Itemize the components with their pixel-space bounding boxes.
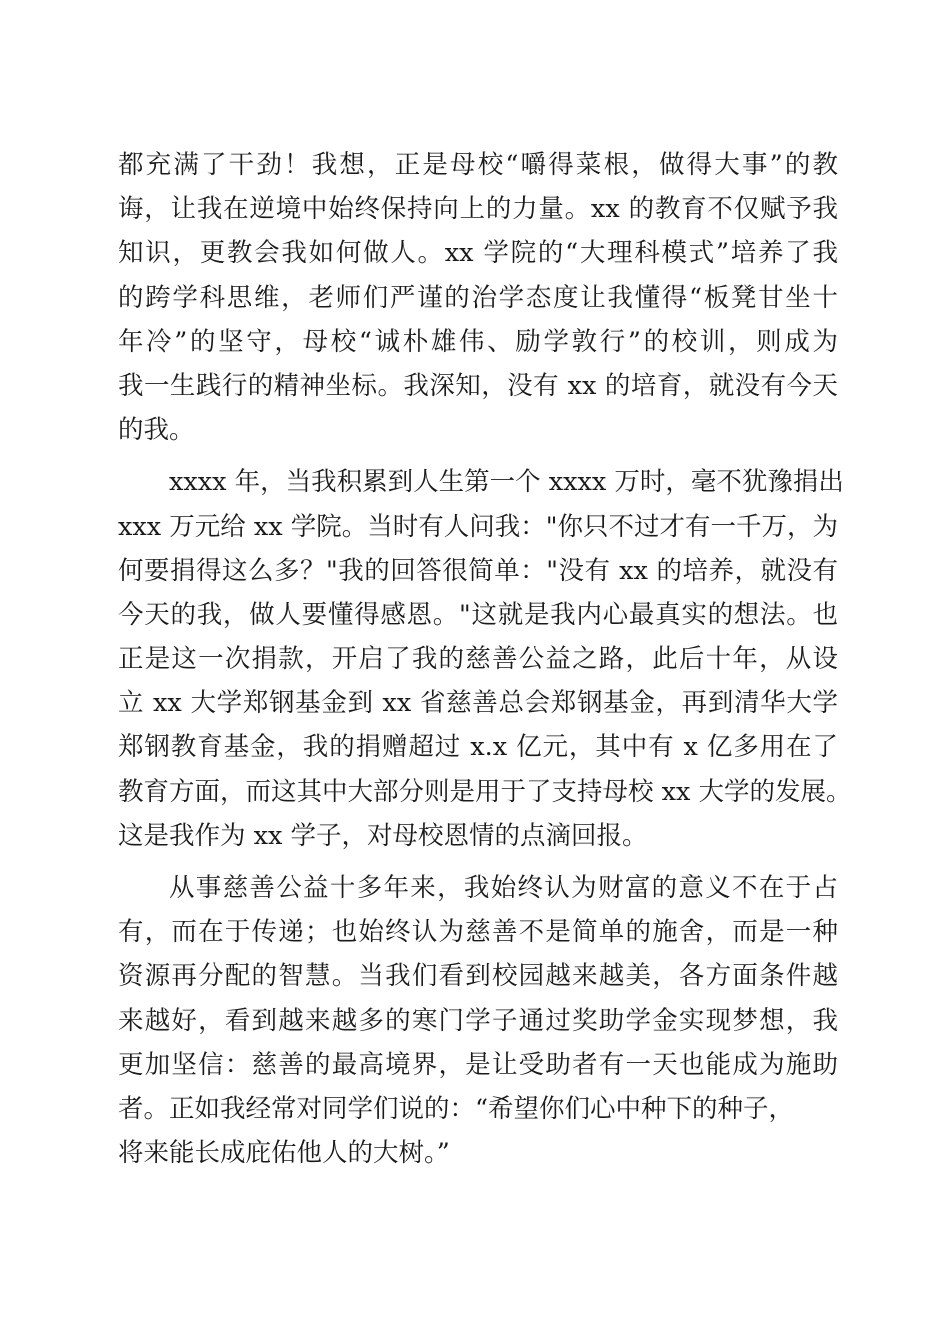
text-line: 年冷”的坚守，母校“诚朴雄伟、励学敦行”的校训，则成为 (118, 326, 838, 357)
text-line: 我一生践行的精神坐标。我深知，没有 xx 的培育，就没有今天 (118, 370, 838, 401)
text-line: 正是这一次捐款，开启了我的慈善公益之路，此后十年，从设 (118, 644, 838, 675)
text-line: 这是我作为 xx 学子，对母校恩情的点滴回报。 (118, 820, 648, 851)
text-line: 从事慈善公益十多年来，我始终认为财富的意义不在于占 (169, 873, 838, 903)
text-line: 何要捐得这么多？"我的回答很简单："没有 xx 的培养，就没有 (118, 555, 838, 586)
text-line: 今天的我，做人要懂得感恩。"这就是我内心最真实的想法。也 (118, 599, 838, 630)
text-line: 更加坚信：慈善的最高境界，是让受助者有一天也能成为施助 (118, 1049, 838, 1080)
text-line: 来越好，看到越来越多的寒门学子通过奖助学金实现梦想，我 (118, 1005, 838, 1036)
paragraph-2 (118, 460, 852, 858)
text-line: 将来能长成庇佑他人的大树。” (118, 1138, 450, 1169)
text-line: 郑钢教育基金，我的捐赠超过 x.x 亿元，其中有 x 亿多用在了 (118, 732, 838, 763)
text-line: 立 xx 大学郑钢基金到 xx 省慈善总会郑钢基金，再到清华大学 (118, 688, 838, 719)
text-line: xxx 万元给 xx 学院。当时有人问我："你只不过才有一千万，为 (118, 511, 838, 542)
text-line: 者。正如我经常对同学们说的：“希望你们心中种下的种子， (118, 1093, 795, 1124)
document-body (118, 143, 852, 1175)
text-line: 有，而在于传递；也始终认为慈善不是简单的施舍，而是一种 (118, 917, 838, 948)
text-line: 的我。 (118, 415, 195, 446)
text-line: 教育方面，而这其中大部分则是用于了支持母校 xx 大学的发展。 (118, 776, 852, 807)
text-line: 资源再分配的智慧。当我们看到校园越来越美，各方面条件越 (118, 961, 838, 992)
text-line: xxxx 年，当我积累到人生第一个 xxxx 万时，毫不犹豫捐出 (169, 467, 844, 498)
text-line: 诲，让我在逆境中始终保持向上的力量。xx 的教育不仅赋予我 (118, 194, 838, 225)
paragraph-1 (118, 143, 838, 452)
text-line: 知识，更教会我如何做人。xx 学院的“大理科模式”培养了我 (118, 238, 838, 269)
text-line: 的跨学科思维，老师们严谨的治学态度让我懂得“板凳甘坐十 (118, 282, 838, 313)
text-line: 都充满了干劲！我想，正是母校“嚼得菜根，做得大事”的教 (118, 150, 838, 180)
paragraph-3 (118, 866, 838, 1175)
paragraph-spacer (118, 858, 838, 866)
paragraph-spacer (118, 452, 838, 460)
